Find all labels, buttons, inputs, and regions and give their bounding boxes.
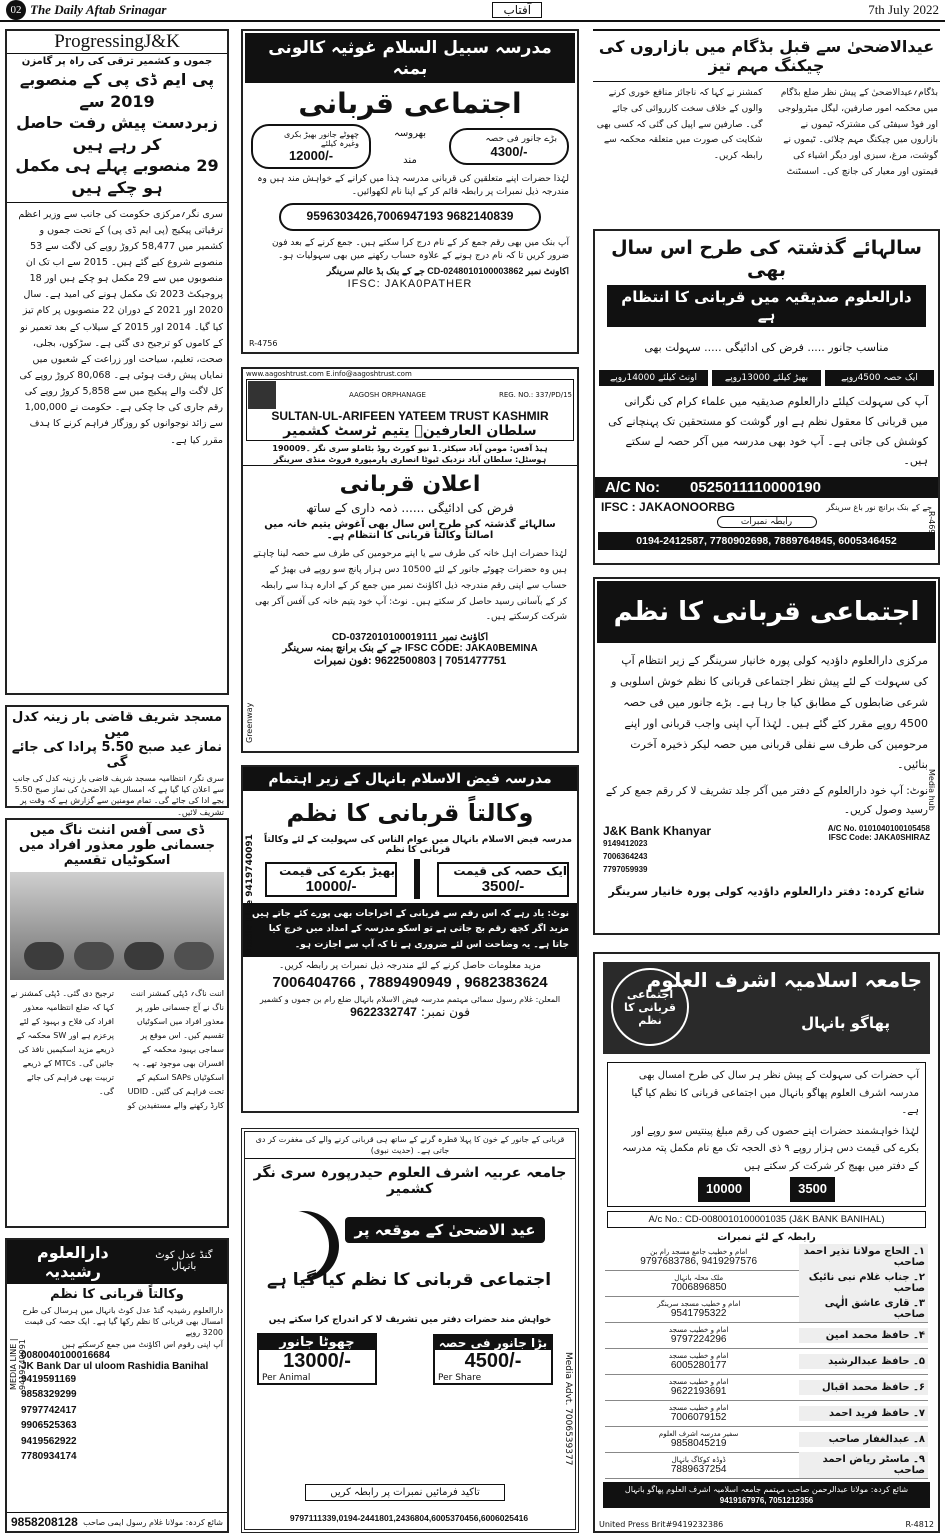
trust-intro: سالہائے گذشتہ کی طرح اس سال بھی آغوش یتیم خانہ میں اصالتاً وکالتاً قربانی کا انتظام ہے۔	[264, 519, 556, 542]
hyderpora-big-label: بڑا جانور فی حصہ	[435, 1336, 551, 1350]
contact-role: امام و خطیب مسجد	[668, 1403, 729, 1412]
hyderpora-heading: اجتماعی قربانی کا نظم کیا گیا ہے	[266, 1270, 552, 1291]
contact-role: امام و خطیب مسجد	[668, 1325, 729, 1334]
siddiqia-contact-label: رابطہ نمبرات	[717, 516, 817, 528]
dawoodia-ac-no: A/C No. 0101040100105458	[827, 824, 930, 834]
contact-row	[605, 1323, 928, 1349]
dc-headline-1: ڈی سی آفس اننت ناگ میں	[29, 823, 205, 838]
scooty-shape	[74, 942, 114, 970]
hyderpora-big-price: 4500/-	[464, 1349, 522, 1372]
siddiqia-subtitle: دارالعلوم صدیقیہ میں قربانی کا انتظام ہے	[607, 285, 926, 327]
sabeel-title: مدرسہ سبیل السلام غوثیہ کالونی بمنہ	[245, 33, 575, 83]
rashidia-account-number: 0080040100016684	[21, 1349, 110, 1361]
rashidia-footer	[7, 1512, 227, 1531]
hyderpora-small-price: 13000/-	[283, 1350, 351, 1373]
contact-row	[605, 1453, 928, 1479]
trust-heading: اعلان قربانی	[339, 472, 481, 498]
contact-name: ۳۔ قاری عاشق الٰہی صاحب	[799, 1296, 928, 1322]
contact-role: امام و خطیب مسجد	[668, 1351, 729, 1360]
phagu-amount-goat: 10000	[698, 1177, 750, 1202]
mosque-eid-story	[5, 705, 229, 817]
contact-role: ڈوڈہ کوکاگ بانہال	[671, 1455, 726, 1464]
mosque-headline-2: نماز عید صبح 5.50 پرادا کی جائے گی	[11, 740, 223, 770]
trust-orphanage: AAGOSH ORPHANAGE	[349, 391, 426, 399]
greenway-side-text: Greenway	[245, 702, 254, 743]
rashidia-bank: JK Bank Dar ul uloom Rashidia Banihal	[21, 1360, 209, 1372]
contact-row	[605, 1271, 928, 1297]
phagu-footer	[603, 1482, 930, 1508]
darul-uloom-dawoodia-ad	[593, 577, 940, 935]
trust-top-row	[243, 369, 577, 379]
contact-name: ۱۔ الحاج مولانا نذیر احمد صاحب	[799, 1244, 928, 1270]
sabeel-phones: 9596303426,7006947193 9682140839	[279, 203, 541, 231]
sultan-ul-arifeen-ad	[241, 367, 579, 753]
story-headline-1: پی ایم ڈی پی کے منصوبے 2019 سے	[19, 70, 215, 111]
trust-name-box	[246, 379, 574, 441]
dawoodia-bank-block	[603, 824, 711, 876]
media-advt-side-text: Media Advt. 7006539377	[563, 1352, 573, 1466]
trust-name-ur: سلطان العارفینؒ یتیم ٹرسٹ کشمیر	[283, 423, 537, 439]
hyderpora-title: جامعہ عربیہ اشرف العلوم حیدرپورہ سری نگر کشمیر	[253, 1165, 567, 1198]
faiz-heading: وکالتاً قربانی کا نظم	[286, 799, 534, 827]
faiz-title: مدرسہ فیض الاسلام بانہال کے زیر اہتمام	[243, 767, 577, 791]
contact-role: امام و خطیب مسجد	[668, 1377, 729, 1386]
contact-phone: 9797224296	[670, 1333, 727, 1345]
brand-title: ProgressingJ&K	[7, 31, 227, 54]
rashidia-phone: 9797742417	[21, 1404, 77, 1416]
faiz-price-row	[265, 859, 569, 899]
faiz-phones: 7006404766 , 7889490949 , 9682383624	[272, 973, 548, 991]
dawoodia-phone: 7006364243	[603, 851, 648, 861]
scooty-shape	[174, 942, 214, 970]
contact-phone: 7006079152	[670, 1411, 727, 1423]
contact-details	[605, 1456, 792, 1475]
contact-phone: 7889637254	[670, 1463, 727, 1475]
contact-name: ۲۔ جناب غلام نبی نائیک صاحب	[799, 1270, 928, 1296]
faiz-share-price: 3500/-	[481, 877, 525, 895]
contact-role: امام و خطیب مسجد سرینگر	[657, 1299, 741, 1308]
contact-phone: 9622193691	[670, 1385, 727, 1397]
trust-name-en: SULTAN-UL-ARIFEEN YATEEM TRUST KASHMIR	[271, 409, 549, 423]
dawoodia-heading: اجتماعی قربانی کا نظم	[597, 581, 936, 643]
trust-phones: 7051477751 | 9622500803 :فون نمبرات	[313, 655, 507, 668]
page-header	[0, 0, 945, 22]
phagu-intro-box	[607, 1062, 926, 1207]
siddiqia-tagline: مناسب جانور ..... فرض کی ادائیگی ..... سہولت بھی	[644, 341, 889, 354]
sabeel-ul-salam-ad	[241, 29, 579, 354]
siddiqia-ifsc: IFSC : JAKAONOORBG	[601, 500, 736, 515]
faiz-announcer: المعلن: غلام رسول سمائی مہتمم مدرسہ فیض الاسلام بانہال ضلع رام بن جموں و کشمیر	[259, 994, 561, 1004]
trust-body: لہٰذا حضرات اہل خانہ کی طرف سے یا اپنے مرحومین کی طرف سے حصہ لینا چاہتے ہیں وہ حضرات چھوٹے جانور کے لئے 10500 دس ہزار پانچ سو روپے فی بھیڑ کے حساب سے اپنی رقم مندرجہ ذیل اکاؤنٹ نمبر میں جمع کر کے ادارہ ہذا سے رابطہ کر کے بآسانی رسید حاصل کر سکتے ہیں۔ نوٹ: آپ خود یتیم خانہ کی آفس آکر بھی شرکت کرسکتے ہیں۔	[252, 549, 567, 623]
scooty-shape	[24, 942, 64, 970]
faiz-phone-label: فون نمبر:	[420, 1005, 470, 1020]
siddiqia-price-row	[599, 370, 934, 386]
trust-address-2: ہوسٹل: سلطان آباد نزدیک ٹیوٹا انصاری پارمپورہ فروٹ منڈی سرینگر	[243, 454, 577, 466]
dawoodia-bank-row	[595, 820, 938, 880]
faiz-phone: 9622332747	[350, 1005, 417, 1020]
phagu-amount-row	[614, 1177, 919, 1202]
contact-phone: 9797683786, 9419297576	[640, 1255, 758, 1267]
contact-details	[605, 1404, 792, 1423]
faiz-side-text: Media Line 9419740091	[245, 834, 255, 955]
rashidia-phone-list	[7, 1372, 227, 1465]
siddiqia-ref: R-4694	[927, 511, 936, 540]
faiz-phone-row	[243, 1005, 577, 1019]
rashidia-phone: 9858329299	[21, 1389, 77, 1401]
hyderpora-small-box	[257, 1333, 377, 1385]
trust-logo-icon	[248, 381, 276, 409]
sabeel-ifsc: IFSC: JAKA0PATHER	[347, 277, 473, 290]
contact-name: ۶۔ حافظ محمد اقبال	[799, 1380, 928, 1395]
dawoodia-bank: J&K Bank Khanyar	[603, 824, 712, 839]
rashidia-phone: 9419562922	[21, 1435, 77, 1447]
sabeel-account: اکاونٹ نمبر CD-0248010100003862 جے کے بنک بڈ عالم سرینگر	[326, 265, 569, 276]
rashidia-phone: 7780934174	[21, 1451, 77, 1463]
hyderpora-phones: 9797111339,0194-2441801,2436804,6005370456,6006025416	[289, 1513, 529, 1523]
faiz-goat-box	[265, 862, 397, 897]
faiz-more-info: مزید معلومات حاصل کرنے کے لئے مندرجہ ذیل نمبرات پر رابطہ کریں۔	[279, 960, 541, 971]
sabeel-phones-wrap	[243, 203, 577, 231]
contact-role: امام و خطیب جامع مسجد رام بن	[650, 1247, 748, 1256]
phagu-footer-phones: 9419167976, 7051212356	[719, 1495, 814, 1505]
hyderpora-big-box	[433, 1334, 553, 1385]
story-kicker: جموں و کشمیر ترقی کی راہ پر گامزن	[21, 56, 213, 67]
faiz-share-label: ایک حصہ کی قیمت	[453, 863, 567, 878]
scooty-distribution-photo	[10, 872, 224, 980]
contact-name: ۴۔ حافظ محمد امین	[799, 1328, 928, 1343]
paper-name: The Daily Aftab Srinagar	[30, 2, 167, 17]
scooty-shape	[124, 942, 164, 970]
sabeel-body: لہٰذا حضرات اپنے متعلقین کی قربانی مدرسہ ہٰذا میں کرانے کے خواہش مند ہیں وہ مندرجہ ذیل نمبرات پر رابطہ قائم کر کے اپنا نام لکھوائیں۔	[257, 174, 569, 198]
trust-tagline: فرض کی ادائیگی ...... ذمہ داری کے ساتھ	[306, 501, 514, 516]
contact-details	[605, 1274, 792, 1293]
hyderpora-body: خواہش مند حضرات دفتر میں تشریف لا کر اندراج کرا سکتے ہیں	[268, 1315, 552, 1326]
faiz-share-box	[437, 862, 569, 897]
dawoodia-ifsc: IFSC Code: JAKA0SHIRAZ	[828, 833, 930, 843]
hyderpora-price-row	[257, 1333, 553, 1385]
trust-website: www.aagoshtrust.com E.info@aagoshtrust.com	[246, 370, 412, 378]
contact-details	[605, 1248, 792, 1267]
header-left	[6, 0, 166, 20]
budgam-body: بڈگام؍عیدالاضحیٰ کے پیش نظر ضلع بڈگام میں محکمہ امور صارفین، لیگل میٹرولوجی اور فوڈ سیفٹی کی مشترکہ ٹیموں نے بازاروں میں چیکنگ مہم چلائی۔ ٹیموں نے گوشت، مرغ، سبزی اور دیگر اشیاء کی قیمتوں اور معیار کی جانچ کی۔ اسسٹنٹ کمشنر نے کہا کہ ناجائز منافع خوری کرنے والوں کے خلاف سخت کارروائی کی جائے گی۔ صارفین سے اپیل کی گئی کہ کسی بھی شکایت کی صورت میں متعلقہ محکمہ سے رابطہ کریں۔	[596, 88, 938, 177]
phagu-contacts-heading: رابطہ کے لئے نمبرات	[717, 1231, 816, 1243]
contact-phone: 6005280177	[670, 1359, 727, 1371]
sabeel-ref: R-4756	[249, 338, 278, 348]
faiz-intro: مدرسہ فیض الاسلام بانہال میں عوام الناس کی سہولیت کے لئے وکالتاً قربانی کا نظم	[264, 835, 572, 855]
contact-details	[605, 1352, 792, 1371]
hyderpora-contact-label: تاکید فرمائیں نمبرات پر رابطہ کریں	[305, 1484, 505, 1501]
dawoodia-note: نوٹ: آپ خود دارالعلوم کے دفتر میں آکر جلد تشریف لا کر رقم جمع کر کے رسید وصول کریں۔	[605, 785, 928, 817]
mosque-headline-1: مسجد شریف قاضی بار زینہ کدل میں	[11, 710, 222, 740]
trust-reg: REG. NO.: 337/PD/15	[498, 391, 572, 399]
dc-office-story	[5, 818, 229, 1228]
media-line-side-text: MEDIA LINE | 9419740091	[9, 1338, 27, 1390]
siddiqia-bank: جے کے بنک برانچ نور باغ سرینگر	[826, 502, 932, 512]
phagu-title: جامعہ اسلامیہ اشرف العلوم	[646, 968, 922, 992]
contact-row	[605, 1427, 928, 1453]
contact-phone: 7006896850	[670, 1281, 727, 1293]
phagu-credit: United Press Brit#9419232386	[599, 1519, 724, 1529]
rashidia-phone: 9419591169	[21, 1373, 77, 1385]
contact-details	[605, 1378, 792, 1397]
rashidia-footer-phone: 9858208128	[11, 1515, 78, 1529]
contact-details	[605, 1430, 792, 1449]
faiz-ul-islam-ad	[241, 765, 579, 1113]
contact-phone: 9858045219	[670, 1437, 727, 1449]
faiz-note: نوٹ: یاد رہے کہ اس رقم سے قربانی کے اخراجات بھی پورے کئے جاتے ہیں مزید اگر کچھ رقم بچ جاتی ہے تو اسکو مدرسہ کے امداد میں خرچ کیا جاتا ہے۔ یہ وضاحت اس لئے ضروری ہے تا کہ آپ سے اجازت ہو۔	[243, 903, 577, 957]
story-headline-2: زبردست پیش رفت حاصل کر رہے ہیں	[16, 113, 218, 154]
sabeel-big-price: 4300/-	[490, 144, 528, 159]
sabeel-big-label: بڑے جانور فی حصہ	[485, 134, 557, 144]
trust-address-1: ہیڈ آفس: مومن آباد سیکٹر۔1 نیو کورٹ روڈ بٹاملو سری نگر ۔190009	[272, 444, 548, 453]
trust-account: اکاؤنٹ نمبر CD-0372010100019111	[331, 632, 489, 644]
header-date: 7th July 2022	[868, 2, 939, 17]
darul-uloom-siddiqia-ad	[593, 229, 940, 565]
dawoodia-phone-list	[603, 838, 711, 876]
siddiqia-ac-number: 0525011110000190	[690, 479, 821, 497]
rashidia-title: دارالعلوم رشیدیہ	[37, 1243, 109, 1281]
sabeel-small-label: چھوٹے جانور بھیڑ بکری وغیرہ کیلئے	[284, 130, 359, 148]
trust-ifsc: IFSC CODE: JAKA0BEMINA جے کے بنک برانچ بمنہ سرینگر	[282, 643, 538, 655]
dawoodia-phone: 9149412023	[603, 839, 648, 849]
phagu-body: لہٰذا خواہشمند حضرات اپنے حصوں کی رقم مبلغ پینتیس سو روپے اور بکرے کی قیمت دس ہزار روپے ۹ ذی الحجہ تک مع نام مکمل پتہ مدرسہ کے دفتر میں بھیج کر شرکت کر سکتے ہیں	[622, 1125, 919, 1172]
rashidia-account-label: آپ اپنی رقوم اس اکاؤنٹ میں جمع کرسکتے ہیں	[61, 1339, 223, 1349]
siddiqia-ac-label: A/C No:	[605, 479, 660, 497]
rashidia-footer-label: شائع کردہ: مولانا غلام رسول ایمی صاحب	[83, 1517, 223, 1527]
darul-uloom-rashidia-ad	[5, 1238, 229, 1533]
phagu-account: A/c No.: CD-0080010100001035 (J&K BANK BANIHAL)	[607, 1211, 926, 1228]
hyderpora-hadith: قربانی کے جانور کے خون کا پہلا قطرہ گرنے کے ساتھ ہی قربانی کرنے والے کی مغفرت کر دی جاتی ہے۔ (حدیث نبوی)	[245, 1132, 575, 1159]
sabeel-big-price-pill	[449, 128, 569, 165]
phagu-title-banner	[603, 962, 930, 1054]
phagu-place: پھاگو بانہال	[801, 1014, 890, 1032]
phagu-amount-share: 3500	[790, 1177, 835, 1202]
contact-role: ملک محلہ بانہال	[674, 1273, 724, 1282]
contact-name: ۸۔ عبدالغفار صاحب	[799, 1432, 928, 1447]
mosque-body: سری نگر؍ انتظامیہ مسجد شریف قاضی بار زینہ کدل کی جانب سے اعلان کیا گیا ہے کہ امسال عید الاضحیٰ کی نماز صبح 5.50 بجے ادا کی جائے گی۔ تمام مومنین سے گزارش ہے کہ وقت پر تشریف لائیں۔	[12, 774, 224, 817]
rashidia-title-bar	[7, 1240, 227, 1284]
contact-row	[605, 1349, 928, 1375]
siddiqia-account-bar	[595, 477, 938, 498]
phagu-ref: R-4812	[905, 1519, 934, 1529]
ashraf-ul-uloom-hyderpora-ad	[241, 1128, 579, 1533]
contact-name: ۹۔ ماسٹر ریاض احمد صاحب	[799, 1452, 928, 1478]
budgam-market-story	[593, 29, 940, 224]
contact-row	[605, 1375, 928, 1401]
dc-headline-2: جسمانی طور معذور افراد میں اسکوٹیاں تقسیم	[19, 838, 215, 868]
phagu-intro: آپ حضرات کی سہولت کے پیش نظر ہر سال کی طرح امسال بھی مدرسہ اشرف العلوم پھاگو بانہال میں اجتماعی قربانی کا نظم کیا گیا ہے۔	[631, 1070, 919, 1116]
sabeel-small-price: 12000/-	[288, 148, 334, 163]
hyderpora-big-unit: Per Share	[438, 1372, 482, 1383]
contact-name: ۵۔ حافظ عبدالرشید	[799, 1354, 928, 1369]
siddiqia-title: سالہائے گذشتہ کی طرح اس سال بھی	[611, 237, 922, 281]
contact-role: سفیر مدرسہ اشرف العلوم	[658, 1429, 739, 1438]
rashidia-subtitle: گنڈ عدل کوٹ بانہال	[155, 1250, 213, 1272]
contact-row	[605, 1297, 928, 1323]
trust-reg-row	[248, 381, 572, 409]
hyderpora-small-unit: Per Animal	[262, 1373, 311, 1384]
contact-details	[605, 1300, 792, 1319]
siddiqia-body: آپ کی سہولت کیلئے دارالعلوم صدیقیہ میں علماء کرام کی نگرانی میں قربانی کا معقول نظم ہے اور گوشت کو مستحقین تک پہنچانے کی کوشش کی جاتی ہے۔ آپ خود بھی مدرسہ میں آکر حصہ لے سکتے ہیں۔	[608, 395, 928, 468]
page-number: 02	[6, 0, 26, 20]
hyderpora-small-label: چھوٹا جانور	[259, 1335, 375, 1350]
faiz-divider	[414, 859, 420, 899]
progressing-jk-story	[5, 29, 229, 695]
media-hub-side-text: Media hub	[927, 769, 936, 811]
jamia-islamia-phagu-ad	[593, 952, 940, 1533]
story-headline-3: 29 منصوبے پہلے ہی مکمل ہو چکے ہیں	[7, 155, 227, 202]
phagu-badge: اجتماعی قربانی کا نظم	[611, 968, 689, 1046]
dawoodia-published-by: شائع کردہ: دفتر دارالعلوم داؤدیہ کولی پورہ خانیار سرینگر	[608, 884, 925, 898]
sabeel-trust-block	[394, 128, 426, 166]
siddiqia-phones: 0194-2412587, 7780902698, 7889764845, 6005346452	[598, 532, 935, 550]
hyderpora-eid-area	[245, 1203, 575, 1315]
budgam-headline: عیدالاضحیٰ سے قبل بڈگام میں بازاروں کی چیکنگ مہم تیز	[593, 31, 940, 82]
faiz-goat-price: 10000/-	[305, 877, 357, 895]
siddiqia-price: ایک حصہ 4500روپے	[825, 370, 934, 386]
dawoodia-account-block	[828, 824, 930, 842]
rashidia-heading: وکالتاً قربانی کا نظم	[50, 1287, 184, 1302]
hyderpora-eid-line: عید الاضحیٰ کے موقعہ پر	[345, 1217, 545, 1243]
sabeel-honest-word: مند	[403, 154, 417, 166]
rashidia-body: دارالعلوم رشیدیہ گنڈ عدل کوٹ بانہال میں ہرسال کی طرح امسال بھی قربانی کا نظم رکھا گیا ہے۔ ایک حصہ کی قیمت 3200 روپے	[22, 1306, 223, 1338]
contact-row	[605, 1401, 928, 1427]
dawoodia-phone: 7797059939	[603, 864, 648, 874]
phagu-contacts-table	[605, 1245, 928, 1479]
contact-phone: 9541795322	[670, 1307, 727, 1319]
dc-body: اننت ناگ؍ ڈپٹی کمشنر اننت ناگ نے آج جسمانی طور پر معذور افراد میں اسکوٹیاں تقسیم کیں۔ اس موقع پر سماجی بہبود محکمہ کے افسران بھی موجود تھے۔ یہ اسکوٹیاں SAPs اسکیم کے تحت فراہم کی گئیں۔ UDID کارڈ رکھنے والے مستفیدین کو ترجیح دی گئی۔ ڈپٹی کمشنر نے کہا کہ ضلع انتظامیہ معذور افراد کی فلاح و بہبود کے لئے پرعزم ہے اور SW محکمہ کے ذریعے مزید اسکیمیں نافذ کی جائیں گی۔ MTCs کے ذریعے تربیت بھی فراہم کی جائے گی۔	[10, 989, 224, 1110]
faiz-goat-label: بھیڑ بکرے کی قیمت	[279, 863, 395, 878]
contact-name: ۷۔ حافظ فرید احمد	[799, 1406, 928, 1421]
story-body: سری نگر؍مرکزی حکومت کی جانب سے وزیر اعظم ترقیاتی پیکیج (پی ایم ڈی پی) کے تحت جموں و کشمیر میں 58,477 کروڑ روپے کی لاگت سے 53 منصوبے شروع کیے گئے ہیں۔ 2015 سے اب تک ان منصوبوں میں سے 29 مکمل ہو چکے ہیں اور 18 پروجیکٹ 2023 تک مکمل ہونے کی امید ہے۔ سال 2020 اور 2021 کے دوران 22 منصوبوں پر کام تیز کیا گیا۔ 2014 اور 2015 کے سیلاب کے بعد تعمیر نو کے کاموں کو ترجیح دی گئی ہے۔ سڑکوں، بجلی، صحت، تعلیم، سیاحت اور زراعت کے شعبوں میں نمایاں پیش رفت ہوئی ہے۔ 80,068 کروڑ روپے کی کل لاگت والے پیکیج میں سے 5,858 کروڑ روپے کی رقم جاری کی جا چکی ہے۔ حکومت نے 1,00,000 سے زائد نوجوانوں کو روزگار فراہم کرنے کا ہدف مقرر کیا ہے۔	[18, 208, 223, 446]
sabeel-small-price-pill	[251, 124, 371, 169]
siddiqia-price: بھیڑ کیلئے 13000روپے	[712, 370, 821, 386]
contact-row	[605, 1245, 928, 1271]
dawoodia-body: مرکزی دارالعلوم داؤدیہ کولی پورہ خانیار سرینگر کے زیر انتظام آپ کی سہولت کے لئے پیش نظر اجتماعی قربانی کا نظم خوش اسلوبی و شرعی ضابطوں کے مطابق کیا جا رہا ہے۔ بڑے جانور میں فی حصہ 4500 روپے مقرر کئے گئے ہیں۔ لہٰذا آپ اپنی واجب قربانی اور اپنے مرحومین کی طرف سے نفلی قربانی میں حصہ لیکر ذخیرہ آخرت بنائیں۔	[611, 654, 928, 772]
masthead-logo: آفتاب	[492, 2, 542, 18]
phagu-footer-text: شائع کردہ: مولانا عبدالرحمن صاحب مہتمم جامعہ اسلامیہ اشرف العلوم پھاگو بانہال	[624, 1484, 909, 1494]
sabeel-price-row	[243, 124, 577, 169]
sabeel-note: آپ بنک میں بھی رقم جمع کر کے نام درج کرا سکتے ہیں۔ جمع کرنے کے بعد فون ضرور کریں تا کہ نام درج ہونے کے علاوہ حساب رکھنے میں بھی سہولیات ہو۔	[271, 237, 569, 261]
sabeel-heading: اجتماعی قربانی	[298, 87, 522, 120]
siddiqia-ifsc-row	[595, 498, 938, 516]
rashidia-phone: 9906525363	[21, 1420, 77, 1432]
contact-details	[605, 1326, 792, 1345]
siddiqia-price: اونٹ کیلئے 14000روپے	[599, 370, 708, 386]
sabeel-trust-word: بھروسہ	[394, 127, 426, 139]
